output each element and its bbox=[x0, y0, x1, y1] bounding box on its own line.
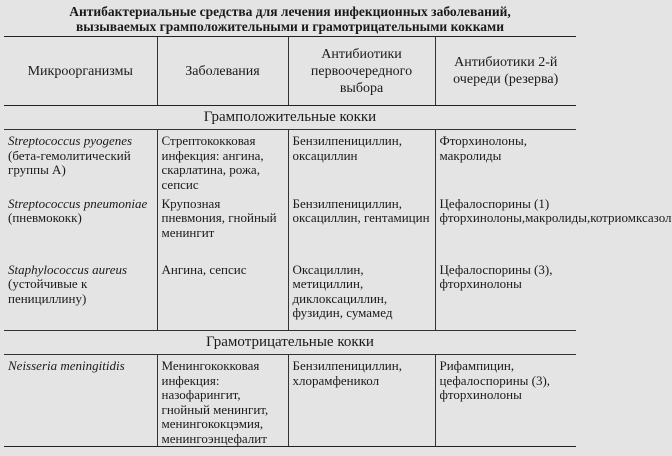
header-first-line-antibiotics: Антибиотики первоочередного выбора bbox=[288, 37, 435, 106]
reserve-cell: Рифампицин, цефалоспорины (3), фторхинолоны bbox=[435, 355, 576, 447]
first-line-cell: Бензилпенициллин, оксациллин bbox=[288, 130, 435, 193]
disease-cell: Менингококковая инфекция: назофарингит, гнойный менингит, менингококцэмия, менингоэнцефалит bbox=[157, 355, 288, 447]
header-reserve-antibiotics: Антибиотики 2-й очереди (резерва) bbox=[435, 37, 576, 106]
table-row bbox=[4, 259, 576, 331]
table-title bbox=[0, 4, 580, 34]
table-row bbox=[4, 355, 576, 447]
organism-cell bbox=[4, 259, 157, 331]
header-microorganisms: Микроорганизмы bbox=[4, 37, 157, 106]
reserve-cell: Цефалоспорины (3), фторхинолоны bbox=[435, 259, 576, 331]
table-title-line-2: вызываемых грамположительными и грамотрицательными кокками bbox=[75, 19, 504, 34]
first-line-cell: Оксациллин, метициллин, диклоксациллин, фузидин, сумамед bbox=[288, 259, 435, 331]
section-title-gram-positive: Грамположительные кокки bbox=[4, 106, 576, 130]
reserve-cell: Фторхинолоны, макролиды bbox=[435, 130, 576, 193]
organism-cell bbox=[4, 193, 157, 259]
section-row-gram-positive bbox=[4, 106, 576, 130]
organism-note: (устойчивые к пенициллину) bbox=[8, 276, 88, 306]
organism-note: (пневмококк) bbox=[8, 210, 82, 225]
header-row bbox=[4, 37, 576, 106]
first-line-cell: Бензилпенициллин, оксациллин, гентамицин bbox=[288, 193, 435, 259]
organism-cell bbox=[4, 355, 157, 447]
disease-cell: Ангина, сепсис bbox=[157, 259, 288, 331]
reserve-cell: Цефалоспорины (1) фторхинолоны,макролиды,котриомксазол bbox=[435, 193, 576, 259]
organism-name: Neisseria meningitidis bbox=[8, 358, 125, 373]
table-row bbox=[4, 130, 576, 193]
antibiotics-table bbox=[4, 36, 672, 447]
table-row bbox=[4, 193, 576, 259]
section-row-gram-negative bbox=[4, 331, 576, 355]
table-title-line-1: Антибактериальные средства для лечения инфекционных заболеваний, bbox=[69, 4, 511, 19]
first-line-cell: Бензилпенициллин, хлорамфеникол bbox=[288, 355, 435, 447]
header-diseases: Заболевания bbox=[157, 37, 288, 106]
organism-name: Staphylococcus aureus bbox=[8, 261, 128, 277]
section-title-gram-negative: Грамотрицательные кокки bbox=[4, 331, 576, 355]
disease-cell: Крупозная пневмония, гнойный менингит bbox=[157, 193, 288, 259]
organism-cell bbox=[4, 130, 157, 193]
organism-note: (бета-гемолитический группы А) bbox=[8, 147, 131, 177]
disease-cell: Стрептококковая инфекция: ангина, скарлатина, рожа, сепсис bbox=[157, 130, 288, 193]
organism-name: Streptococcus pneumoniae bbox=[8, 195, 148, 211]
organism-name: Streptococcus pyogenes bbox=[8, 133, 133, 148]
